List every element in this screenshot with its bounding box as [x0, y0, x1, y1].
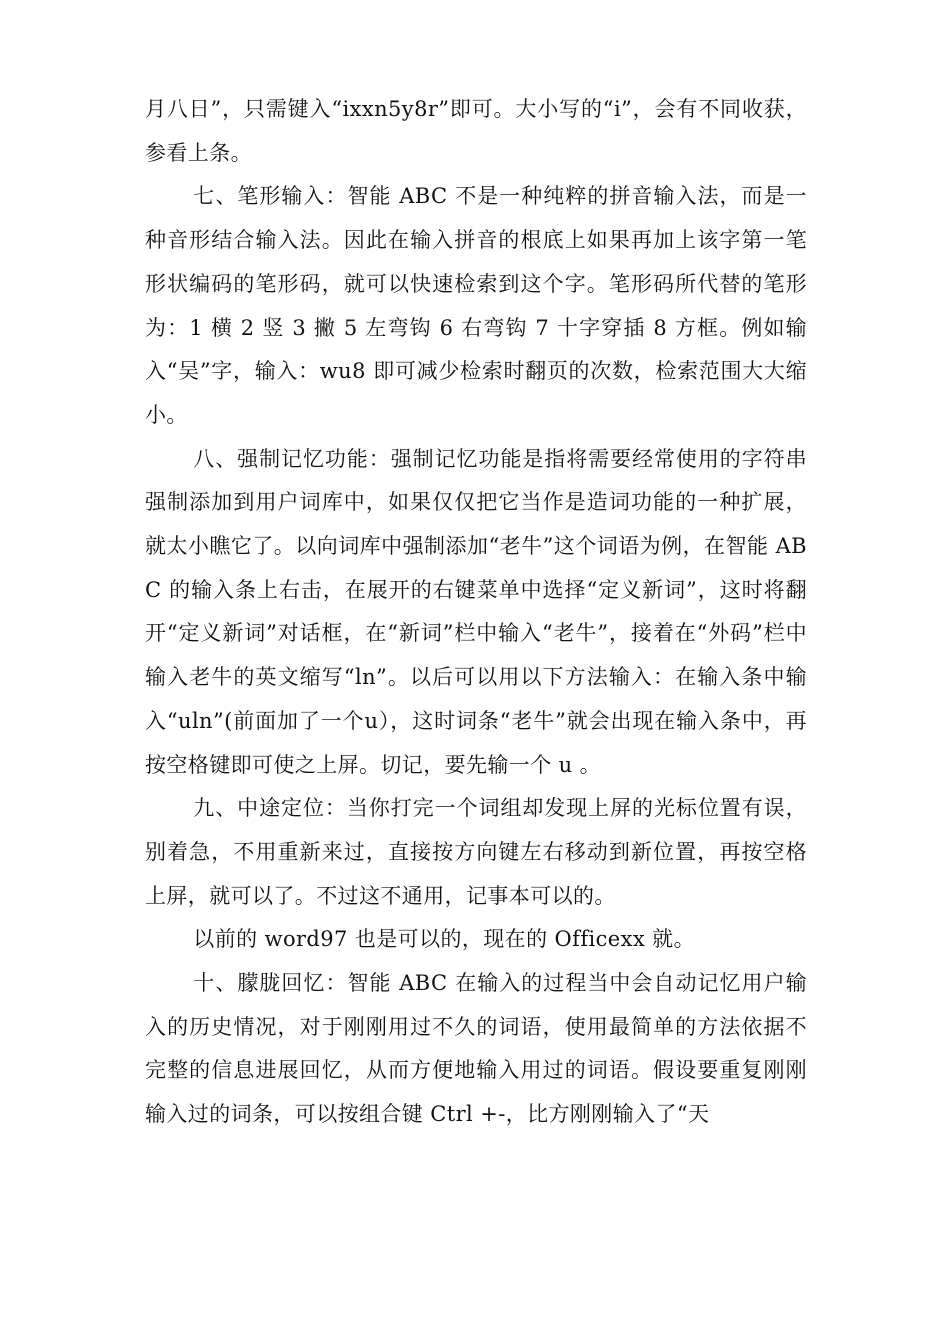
paragraph-forced-memory: 八、强制记忆功能：强制记忆功能是指将需要经常使用的字符串强制添加到用户词库中，如果仅仅把它当作是造词功能的一种扩展，就太小瞧它了。以向词库中强制添加“老牛”这个词语为例，在智能 ABC 的输入条上右击，在展开的右键菜单中选择“定义新词”，这时将翻开“定义新词”对话框，在“新词”栏中输入“老牛”，接着在“外码”栏中输入老牛的英文缩写“ln”。以后可以用以下方法输入：在输入条中输入“uln”(前面加了一个u），这时词条“老牛”就会出现在输入条中，再按空格键即可使之上屏。切记，要先输一个 u 。	[145, 446, 807, 777]
paragraph-continuation: 月八日”，只需键入“ixxn5y8r”即可。大小写的“i”，会有不同收获，参看上条。	[145, 97, 807, 165]
document-body	[145, 88, 807, 1137]
paragraph-stroke-input: 七、笔形输入：智能 ABC 不是一种纯粹的拼音输入法，而是一种音形结合输入法。因此在输入拼音的根底上如果再加上该字第一笔形状编码的笔形码，就可以快速检索到这个字。笔形码所代替的笔形为：1 横 2 竖 3 撇 5 左弯钩 6 右弯钩 7 十字穿插 8 方框。例如输入“吴”字，输入：wu8 即可减少检索时翻页的次数，检索范围大大缩小。	[145, 184, 807, 427]
paragraph-vague-recall: 十、朦胧回忆：智能 ABC 在输入的过程当中会自动记忆用户输入的历史情况，对于刚刚用过不久的词语，使用最简单的方法依据不完整的信息进展回忆，从而方便地输入用过的词语。假设要重复刚刚输入过的词条，可以按组合键 Ctrl +-，比方刚刚输入了“天	[145, 971, 807, 1127]
paragraph-word97-note: 以前的 word97 也是可以的，现在的 Officexx 就。	[193, 927, 695, 952]
paragraph-midway-positioning: 九、中途定位：当你打完一个词组却发现上屏的光标位置有误，别着急，不用重新来过，直接按方向键左右移动到新位置，再按空格上屏，就可以了。不过这不通用，记事本可以的。	[145, 796, 807, 908]
